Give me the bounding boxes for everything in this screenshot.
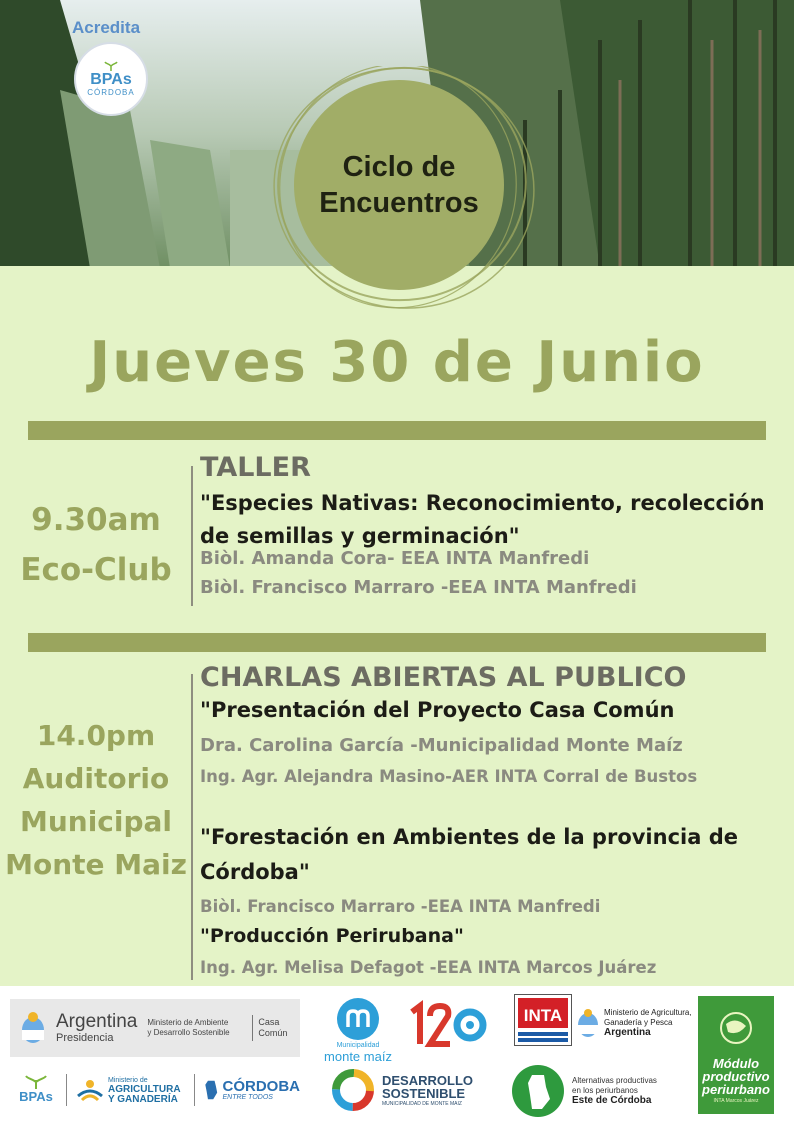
monte-maiz-logo	[312, 992, 404, 1070]
region-map-icon	[512, 1065, 564, 1117]
divider-bar	[28, 633, 766, 652]
session-place: Municipal	[19, 805, 173, 838]
alt-text: Alternativas productivas en los periurbanos	[572, 1076, 657, 1095]
monte-maiz-name: monte maíz	[324, 1049, 392, 1064]
session-time: 14.0pm	[36, 719, 156, 752]
argentina-crest-icon	[576, 1008, 600, 1038]
sprout-icon	[103, 61, 119, 71]
ministerio-agricultura-logo	[576, 1000, 696, 1046]
session-type: CHARLAS ABIERTAS AL PUBLICO	[200, 662, 687, 693]
argentina-name: Argentina	[56, 1011, 138, 1032]
bpas-cordoba-logo	[74, 42, 148, 116]
inta-logo	[514, 994, 572, 1046]
m-icon	[337, 998, 379, 1040]
svg-text:INTA: INTA	[523, 1006, 563, 1025]
talk-title: "Producción Perirubana"	[200, 925, 464, 947]
divider-bar	[28, 421, 766, 440]
desarrollo-sostenible-logo	[330, 1066, 490, 1114]
sponsor-logos	[0, 986, 794, 1123]
modulo-title: Módulo productivo periurbano	[702, 1056, 770, 1097]
cordoba-logo	[204, 1072, 300, 1108]
speaker: Ing. Agr. Melisa Defagot -EEA INTA Marcos Juárez	[200, 958, 657, 977]
agri-main1: AGRICULTURA	[108, 1083, 181, 1095]
talk-title: "Especies Nativas: Reconocimiento, recolección	[200, 491, 765, 515]
agri-top: Ministerio de	[108, 1076, 148, 1084]
cordoba-map-icon	[204, 1074, 219, 1106]
monte-maiz-top: Municipalidad	[336, 1042, 380, 1049]
120-anniversary-logo	[408, 1000, 490, 1050]
speaker: Ing. Agr. Alejandra Masino-AER INTA Corral de Bustos	[200, 767, 698, 786]
session-type: TALLER	[200, 452, 311, 483]
magyp-country: Argentina	[604, 1027, 651, 1038]
session-time: 9.30am	[31, 502, 161, 538]
magyp-ministry: Ministerio de Agricultura, Ganadería y Pesca	[604, 1008, 692, 1027]
event-date: Jueves 30 de Junio	[89, 330, 705, 395]
session-place: Eco-Club	[20, 552, 172, 588]
speaker: Biòl. Francisco Marraro -EEA INTA Manfredi	[200, 897, 601, 916]
talk-title: "Presentación del Proyecto Casa Común	[200, 698, 675, 722]
bpas-logo	[14, 1068, 58, 1110]
modulo-sub: INTA Marcos Juárez	[713, 1098, 759, 1104]
separator	[252, 1015, 253, 1041]
accreditation-label: Acredita	[72, 18, 141, 37]
casa-comun-label: Casa Común	[258, 1017, 288, 1038]
bpas-label: BPAs	[19, 1088, 53, 1104]
talk-title: Córdoba"	[200, 860, 310, 884]
argentina-presidencia-logo	[10, 999, 300, 1057]
session-place: Monte Maiz	[5, 848, 187, 881]
modulo-periurbano-logo	[698, 996, 774, 1114]
ds-line1: DESARROLLO	[382, 1072, 473, 1088]
alt-region: Este de Córdoba	[572, 1095, 652, 1106]
ministry-name: Ministerio de Ambiente y Desarrollo Sostenible	[147, 1018, 230, 1037]
ds-line2: SOSTENIBLE	[382, 1085, 466, 1101]
bpas-badge-main: BPAs	[90, 71, 132, 88]
sprout-icon	[22, 1075, 50, 1089]
argentina-crest-icon	[18, 1010, 48, 1046]
alternativas-periurbanos-logo	[512, 1066, 692, 1116]
cordoba-name: CÓRDOBA	[222, 1078, 300, 1095]
talk-title: "Forestación en Ambientes de la provincia de	[200, 825, 738, 849]
globe-icon	[718, 1010, 754, 1046]
bpas-badge-sub: CÓRDOBA	[87, 88, 135, 97]
speaker: Biòl. Amanda Cora- EEA INTA Manfredi	[200, 548, 590, 569]
ds-line3: MUNICIPALIDAD DE MONTE MAIZ	[382, 1100, 462, 1107]
session-time-place	[0, 714, 192, 886]
cycle-title: Ciclo de Encuentros	[319, 151, 479, 219]
agricultura-ganaderia-logo	[76, 1070, 186, 1110]
cordoba-tagline: ENTRE TODOS	[222, 1094, 273, 1101]
wheat-icon	[76, 1076, 104, 1104]
magyp-text	[604, 1008, 692, 1038]
speaker: Biòl. Francisco Marraro -EEA INTA Manfredi	[200, 577, 637, 598]
argentina-sub: Presidencia	[56, 1032, 114, 1044]
session-time-place	[0, 495, 192, 595]
speaker: Dra. Carolina García -Municipalidad Monte Maíz	[200, 735, 683, 756]
session-place: Auditorio	[22, 762, 170, 795]
talk-title: de semillas y germinación"	[200, 524, 520, 548]
separator	[194, 1074, 195, 1106]
cycle-title-circle	[294, 80, 504, 290]
ring-icon	[330, 1067, 376, 1113]
agri-main2: Y GANADERÍA	[108, 1093, 178, 1105]
separator	[66, 1074, 67, 1106]
